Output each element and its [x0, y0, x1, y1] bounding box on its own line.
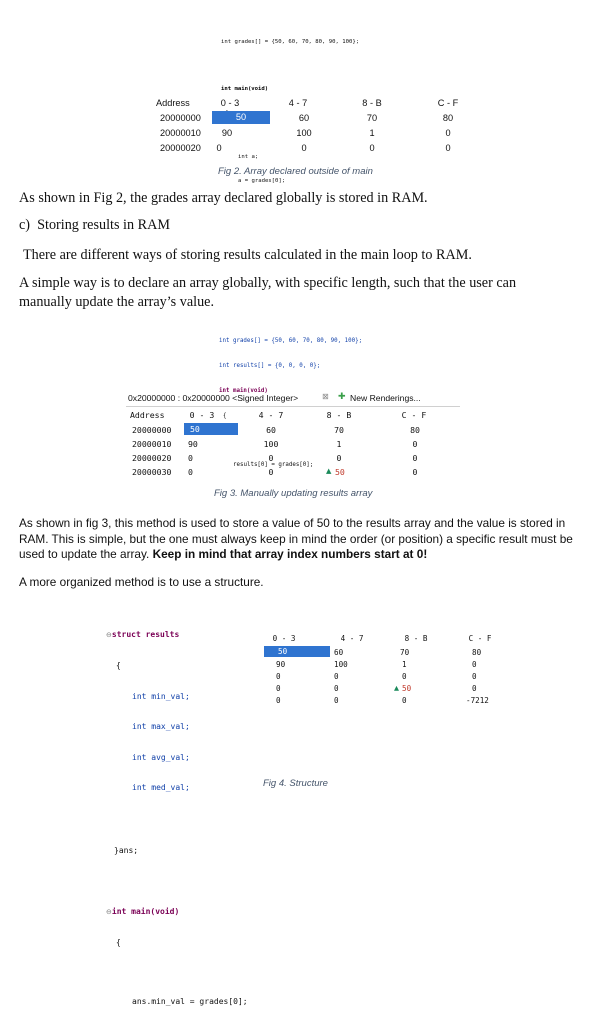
fig3-cell[interactable]: 1	[336, 439, 342, 449]
heading-c: c) Storing results in RAM	[19, 217, 170, 233]
fig3-cell[interactable]: 0	[188, 453, 193, 463]
fig2-line1: int grades[] = {50, 60, 70, 80, 90, 100};	[221, 39, 360, 45]
fig3-cell[interactable]: 70	[334, 425, 344, 435]
fig2-cell[interactable]: 0	[369, 143, 375, 153]
fig3-header-0-3: 0 - 3	[189, 410, 215, 420]
paragraph-2: There are different ways of storing results calculated in the main loop to RAM.	[23, 247, 472, 263]
fig2-line2: int main(void)	[221, 86, 269, 92]
fig2-cell[interactable]: 0	[445, 143, 451, 153]
fig4-cell-selected[interactable]: 50	[264, 646, 330, 657]
fig3-cell[interactable]: 0	[412, 453, 418, 463]
paragraph-4	[19, 516, 589, 563]
memory-tab-bar	[126, 392, 460, 407]
fig2-cell-selected[interactable]: 50	[212, 111, 270, 124]
fig2-line4: int a;	[238, 154, 259, 160]
paragraph-1: As shown in Fig 2, the grades array declared globally is stored in RAM.	[19, 190, 428, 206]
fig2-addr-1: 20000010	[160, 128, 201, 138]
fig3-cell-selected[interactable]: 50	[184, 423, 238, 435]
fig3-cell[interactable]: 0	[412, 439, 418, 449]
fig4-cell[interactable]: 100	[334, 660, 348, 669]
changed-marker-icon: ▲	[394, 684, 399, 692]
memory-tab[interactable]: 0x20000000 : 0x20000000 <Signed Integer>	[128, 393, 299, 403]
fig2-caption: Fig 2. Array declared outside of main	[218, 166, 373, 177]
fig4-brace-open: {	[116, 661, 121, 671]
fig3-cell[interactable]: 100	[263, 439, 279, 449]
new-renderings-tab[interactable]: New Renderings...	[350, 393, 421, 403]
fig2-cell[interactable]: 70	[366, 113, 378, 123]
fig2-cell[interactable]: 90	[221, 128, 233, 138]
fig2-cell[interactable]: 0	[445, 128, 451, 138]
changed-marker-icon: ▲	[326, 467, 332, 475]
fig3-cell[interactable]: 60	[266, 425, 276, 435]
plus-icon: ✚	[338, 392, 346, 402]
paragraph-3: A simple way is to declare an array globally, with specific length, such that the user can manually update the array’s value.	[19, 275, 517, 310]
fig4-cell[interactable]: 0	[472, 660, 477, 669]
fig4-cell[interactable]: 0	[472, 672, 477, 681]
fig3-line2: int results[] = {0, 0, 0, 0};	[219, 363, 321, 370]
fig3-cell[interactable]: 0	[336, 453, 342, 463]
fig2-header-c-f: C - F	[437, 98, 459, 108]
fig4-header-4-7: 4 - 7	[340, 634, 364, 643]
fig4-header-8-b: 8 - B	[404, 634, 428, 643]
fig3-line4: {	[223, 413, 227, 420]
fig3-cell[interactable]: 90	[188, 439, 198, 449]
fig4-member-3: int avg_val;	[132, 752, 190, 762]
fig4-cell[interactable]: 1	[402, 660, 407, 669]
fig2-addr-0: 20000000	[160, 113, 201, 123]
fig2-cell[interactable]: 0	[301, 143, 307, 153]
fig3-header-4-7: 4 - 7	[258, 410, 284, 420]
fig2-cell[interactable]: 60	[298, 113, 310, 123]
fig3-header-c-f: C - F	[401, 410, 427, 420]
fig4-cell[interactable]: 0	[402, 696, 407, 705]
paragraph-4-emphasis: Keep in mind that array index numbers start at 0!	[152, 547, 428, 562]
fig3-line1: int grades[] = {50, 60, 70, 80, 90, 100};	[219, 337, 363, 344]
fig4-caption: Fig 4. Structure	[263, 778, 328, 789]
fig3-addr-3: 20000030	[132, 467, 172, 477]
fig3-cell-changed[interactable]: 50	[335, 467, 345, 477]
fig3-addr-0: 20000000	[132, 425, 172, 435]
fig4-main-line: int main(void)	[111, 907, 180, 917]
fig2-header-address: Address	[156, 98, 190, 108]
fig2-addr-2: 20000020	[160, 143, 201, 153]
fig4-cell[interactable]: 0	[334, 684, 339, 693]
fig4-member-4: int med_val;	[132, 783, 190, 793]
fig4-code-block	[106, 610, 248, 1018]
fig2-cell[interactable]: 80	[442, 113, 454, 123]
fig4-header-0-3: 0 - 3	[272, 634, 296, 643]
paragraph-4-text: As shown in fig 3, this method is used to store a value of 50 to the results array and the value is stored in RAM. This is simple, but the one must always keep in mind the order (or position) a specific result must be used to update the array.	[19, 516, 573, 562]
fig4-cell[interactable]: 80	[472, 648, 482, 657]
fig4-brace2: {	[116, 938, 121, 948]
fig3-header-address: Address	[130, 410, 165, 420]
fig4-cell[interactable]: 0	[334, 672, 339, 681]
fig4-cell[interactable]: -7212	[466, 696, 489, 705]
fig3-cell[interactable]: 0	[188, 467, 193, 477]
fig4-cell[interactable]: 0	[472, 684, 477, 693]
close-icon[interactable]: ⊠	[322, 392, 329, 401]
fig3-cell[interactable]: 0	[412, 467, 418, 477]
fold-icon[interactable]: ⊖	[106, 908, 112, 917]
fig4-cell[interactable]: 0	[276, 684, 281, 693]
fig4-member-1: int min_val;	[132, 691, 190, 701]
fig4-cell-changed[interactable]: 50	[402, 684, 412, 693]
fig4-header-c-f: C - F	[468, 634, 492, 643]
fig4-cell[interactable]: 70	[400, 648, 410, 657]
fig4-memory-table	[262, 632, 582, 712]
fig3-line3: int main(void)	[219, 388, 268, 395]
fig2-header-8-b: 8 - B	[362, 98, 382, 108]
fig2-cell[interactable]: 100	[296, 128, 312, 138]
fig2-cell[interactable]: 0	[216, 143, 222, 153]
fig2-line5: a = grades[0];	[238, 178, 286, 184]
fig3-cell[interactable]: 80	[410, 425, 420, 435]
fig4-struct-end: }ans;	[114, 846, 139, 856]
fig3-cell[interactable]: 0	[268, 467, 274, 477]
fig4-cell[interactable]: 0	[276, 696, 281, 705]
fig4-member-2: int max_val;	[132, 722, 190, 732]
fold-icon[interactable]: ⊖	[106, 631, 112, 640]
fig3-line5: results[0] = grades[0];	[233, 461, 314, 468]
fig3-header-8-b: 8 - B	[326, 410, 352, 420]
fig2-header-4-7: 4 - 7	[288, 98, 308, 108]
fig4-cell[interactable]: 0	[402, 672, 407, 681]
fig4-cell[interactable]: 0	[276, 672, 281, 681]
fig3-memory-view	[126, 390, 460, 476]
fig3-caption: Fig 3. Manually updating results array	[214, 488, 373, 499]
paragraph-5: A more organized method is to use a structure.	[19, 575, 264, 589]
fig2-header-0-3: 0 - 3	[220, 98, 240, 108]
fig4-cell[interactable]: 60	[334, 648, 344, 657]
fig3-addr-1: 20000010	[132, 439, 172, 449]
fig3-addr-2: 20000020	[132, 453, 172, 463]
fig4-struct-line: struct results	[111, 630, 180, 640]
fig2-memory-table	[152, 92, 467, 156]
fig4-assign: ans.min_val = grades[0];	[132, 997, 248, 1007]
fig2-cell[interactable]: 1	[369, 128, 375, 138]
fig4-cell[interactable]: 0	[334, 696, 339, 705]
fig4-cell[interactable]: 90	[276, 660, 286, 669]
fig3-cell[interactable]: 0	[268, 453, 274, 463]
